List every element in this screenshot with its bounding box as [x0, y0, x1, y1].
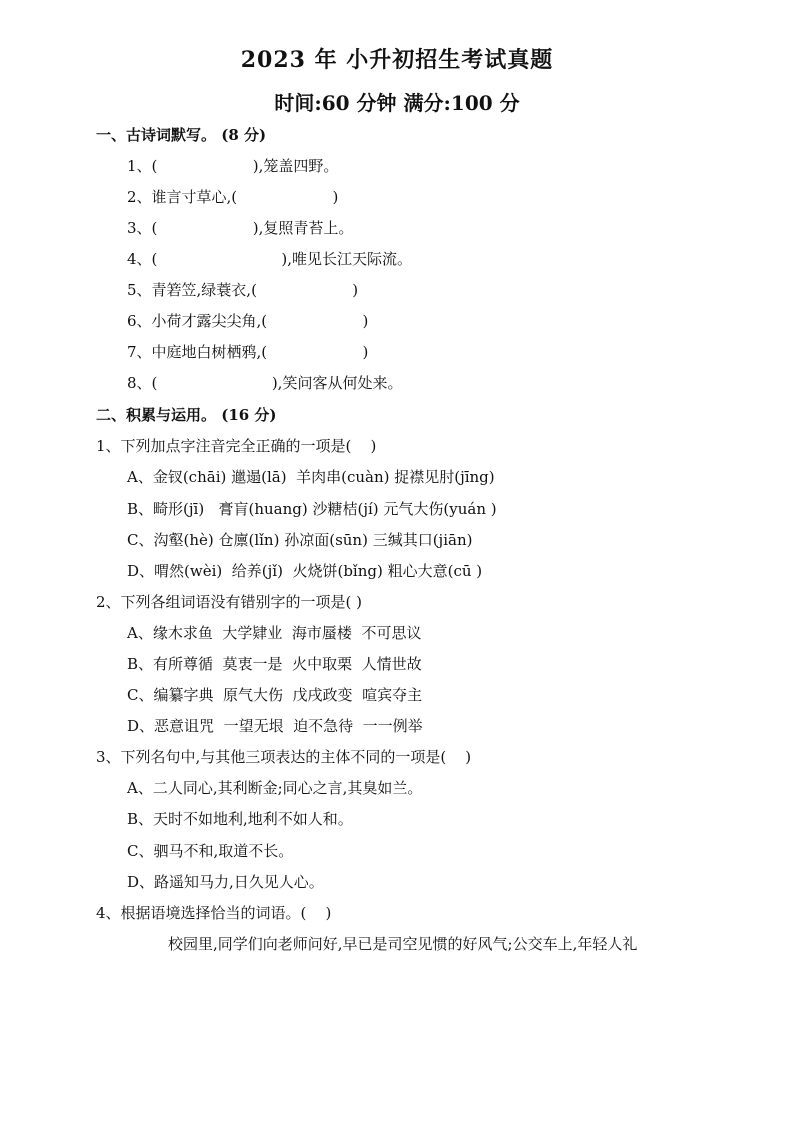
- question-3-option-c: C、驷马不和,取道不长。: [127, 842, 294, 860]
- poem-item-8: 8、( ),笑问客从何处来。: [127, 374, 403, 392]
- section-2-heading: 二、积累与运用。 (16 分): [96, 406, 277, 424]
- poem-item-6: 6、小荷才露尖尖角,( ): [127, 312, 369, 330]
- poem-item-5: 5、青箬笠,绿蓑衣,( ): [127, 281, 359, 299]
- section-1-heading: 一、古诗词默写。 (8 分): [96, 126, 267, 144]
- exam-title: 2023 年 小升初招生考试真题: [240, 47, 554, 73]
- question-1-option-a: A、金钗(chāi) 邋遢(lā) 羊肉串(cuàn) 捉襟见肘(jīng): [127, 468, 495, 486]
- question-3-option-d: D、路遥知马力,日久见人心。: [127, 873, 324, 891]
- question-3-option-b: B、天时不如地利,地利不如人和。: [127, 810, 353, 828]
- question-3-option-a: A、二人同心,其利断金;同心之言,其臭如兰。: [127, 779, 423, 797]
- question-1-option-d: D、喟然(wèi) 给养(jǐ) 火烧饼(bǐng) 粗心大意(cū ): [127, 562, 483, 580]
- question-4-paragraph: 校园里,同学们向老师问好,早已是司空见惯的好风气;公交车上,年轻人礼: [168, 935, 638, 953]
- question-1-option-c: C、沟壑(hè) 仓廪(lǐn) 孙凉面(sūn) 三缄其口(jiān): [127, 531, 473, 549]
- question-2-option-c: C、编纂字典 原气大伤 戊戌政变 喧宾夺主: [127, 686, 423, 704]
- poem-item-7: 7、中庭地白树栖鸦,( ): [127, 343, 369, 361]
- poem-item-1: 1、( ),笼盖四野。: [127, 157, 339, 175]
- question-4-stem: 4、根据语境选择恰当的词语。( ): [96, 904, 332, 922]
- question-1-option-b: B、畸形(jī) 膏肓(huang) 沙糖桔(jí) 元气大伤(yuán ): [127, 500, 497, 518]
- exam-subtitle: 时间:60 分钟 满分:100 分: [274, 91, 520, 115]
- question-1-stem: 1、下列加点字注音完全正确的一项是( ): [96, 437, 377, 455]
- question-2-option-a: A、缘木求鱼 大学肄业 海市蜃楼 不可思议: [127, 624, 422, 642]
- question-3-stem: 3、下列名句中,与其他三项表达的主体不同的一项是( ): [96, 748, 472, 766]
- poem-item-4: 4、( ),唯见长江天际流。: [127, 250, 412, 268]
- question-2-option-b: B、有所尊循 莫衷一是 火中取栗 人情世故: [127, 655, 422, 673]
- question-2-option-d: D、恶意诅咒 一望无垠 迫不急待 一一例举: [127, 717, 423, 735]
- poem-item-3: 3、( ),复照青苔上。: [127, 219, 354, 237]
- question-2-stem: 2、下列各组词语没有错别字的一项是( ): [96, 593, 363, 611]
- poem-item-2: 2、谁言寸草心,( ): [127, 188, 339, 206]
